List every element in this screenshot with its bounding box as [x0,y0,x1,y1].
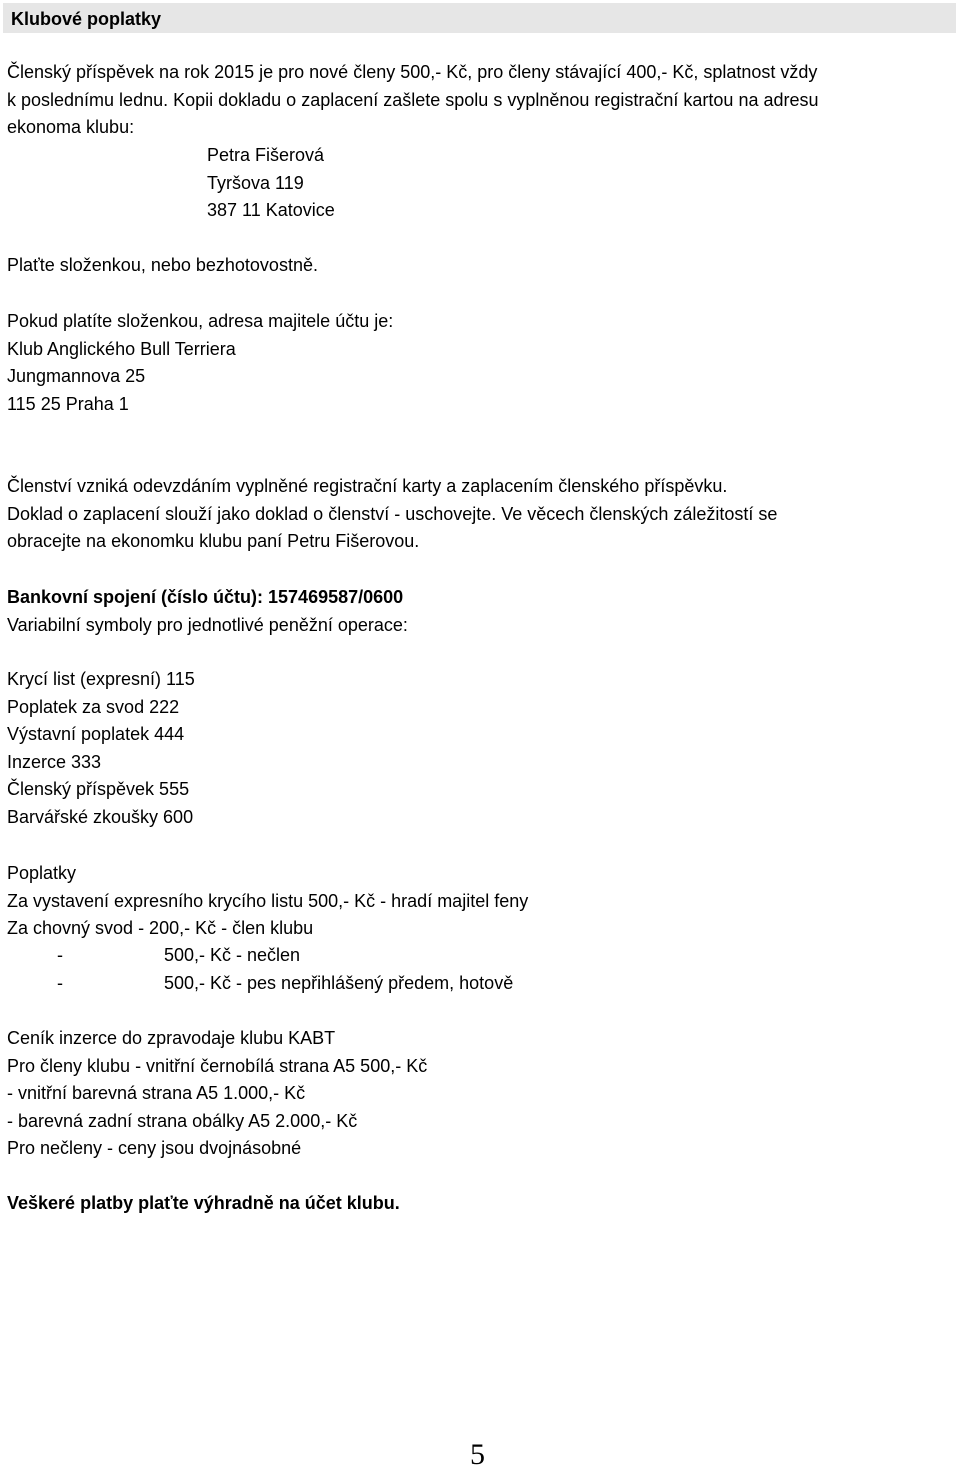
membership-line: Členství vzniká odevzdáním vyplněné registrační karty a zaplacením členského příspěvku. [7,476,728,496]
final-note: Veškeré platby plaťte výhradně na účet klubu. [7,1193,400,1213]
ads-line: Pro členy klubu - vnitřní černobílá strana A5 500,- Kč [7,1055,428,1076]
ads-block [7,1025,952,1163]
variable-symbols-intro: Variabilní symboly pro jednotlivé peněžní operace: [7,614,408,635]
account-holder-city: 115 25 Praha 1 [7,393,129,414]
ads-line: - vnitřní barevná strana A5 1.000,- Kč [7,1083,306,1103]
membership-line: Doklad o zaplacení slouží jako doklad o členství - uschovejte. Ve věcech členských záležitostí se [7,503,778,524]
fee-breeding: Za chovný svod - 200,- Kč - člen klubu [7,918,314,938]
section-title: Klubové poplatky [11,9,162,29]
bank-account: Bankovní spojení (číslo účtu): 157469587/0600 [7,587,404,607]
list-item: Krycí list (expresní) 115 [7,669,195,689]
fees-title: Poplatky [7,863,77,883]
list-item: Barvářské zkoušky 600 [7,806,194,827]
economist-address [207,142,335,225]
fee-row-text: 500,- Kč - pes nepřihlášený předem, hotově [164,973,514,993]
fee-row [0,970,960,997]
list-item: Členský příspěvek 555 [7,779,190,799]
list-item: Inzerce 333 [7,751,102,772]
fee-row [0,942,960,969]
payment-method: Plaťte složenkou, nebo bezhotovostně. [7,255,318,275]
dash-bullet: - [57,945,63,965]
list-item: Výstavní poplatek 444 [7,724,185,744]
account-holder-intro: Pokud platíte složenkou, adresa majitele účtu je: [7,311,394,331]
economist-city: 387 11 Katovice [207,200,335,220]
ads-line: - barevná zadní strana obálky A5 2.000,- Kč [7,1110,358,1131]
ads-line: Pro nečleny - ceny jsou dvojnásobné [7,1138,302,1158]
ads-title: Ceník inzerce do zpravodaje klubu KABT [7,1028,336,1048]
economist-name: Petra Fišerová [207,145,325,165]
account-holder-block [7,308,952,418]
fee-row-text: 500,- Kč - nečlen [164,945,301,965]
account-holder-street: Jungmannova 25 [7,366,146,386]
membership-paragraph [7,473,952,556]
economist-street: Tyršova 119 [207,172,304,193]
membership-line: obracejte na ekonomku klubu paní Petru Fišerovou. [7,531,420,551]
dash-bullet: - [57,973,63,993]
fees-block [7,860,952,943]
fee-express: Za vystavení expresního krycího listu 500,- Kč - hradí majitel feny [7,890,529,911]
page-number: 5 [470,1438,485,1471]
intro-line: ekonoma klubu: [7,117,135,137]
bank-block [7,584,952,639]
section-header [3,3,956,33]
intro-paragraph [7,59,952,142]
intro-line: k poslednímu lednu. Kopii dokladu o zaplacení zašlete spolu s vyplněnou registrační kartou na adresu [7,89,819,110]
account-holder-name: Klub Anglického Bull Terriera [7,338,236,359]
intro-line: Členský příspěvek na rok 2015 je pro nové členy 500,- Kč, pro členy stávající 400,- Kč, splatnost vždy [7,62,818,82]
variable-symbols-list [7,666,952,831]
list-item: Poplatek za svod 222 [7,696,180,717]
